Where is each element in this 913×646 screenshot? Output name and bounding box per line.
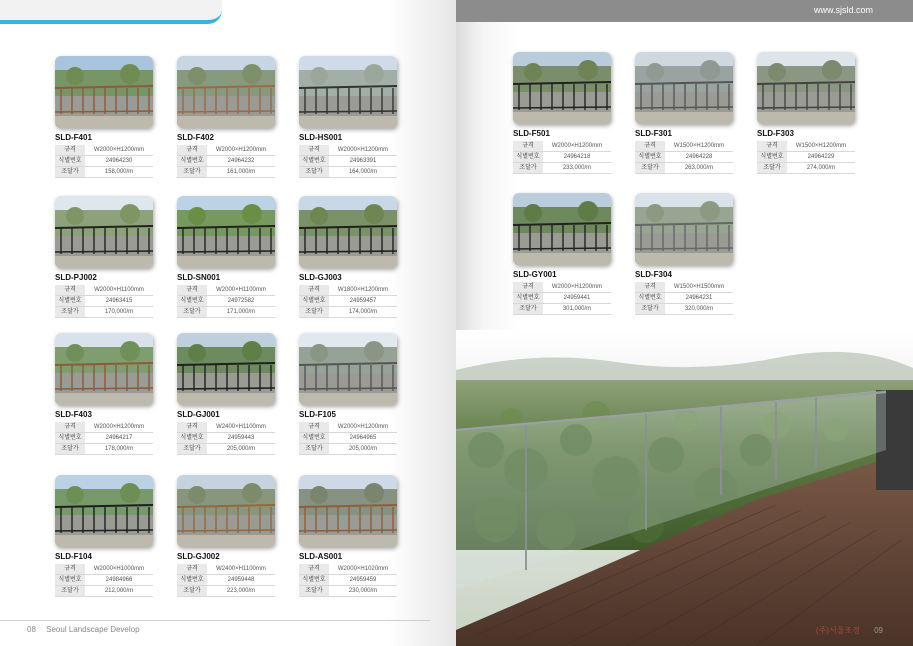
spec-row xyxy=(177,156,275,167)
spec-label: 식별번호 xyxy=(177,575,207,586)
product-card xyxy=(513,193,611,315)
product-photo xyxy=(299,333,397,405)
product-card xyxy=(55,56,153,178)
spec-label: 식별번호 xyxy=(513,293,543,304)
product-code: SLD-GY001 xyxy=(513,270,557,279)
spec-label: 조달가 xyxy=(55,167,85,178)
spec-value: W2000×H1000mm xyxy=(85,564,153,575)
product-code: SLD-F403 xyxy=(55,410,92,419)
product-code: SLD-GJ002 xyxy=(177,552,220,561)
spec-value: 170,000/m xyxy=(85,307,153,318)
spec-value: 164,000/m xyxy=(329,167,397,178)
product-card xyxy=(55,196,153,318)
spec-row xyxy=(635,304,733,315)
product-code: SLD-GJ001 xyxy=(177,410,220,419)
spec-row xyxy=(177,145,275,156)
spec-label: 규격 xyxy=(513,141,543,152)
spec-row xyxy=(299,433,397,444)
spec-label: 조달가 xyxy=(635,163,665,174)
spec-row xyxy=(513,304,611,315)
spec-row xyxy=(513,152,611,163)
spec-value: 263,000/m xyxy=(665,163,733,174)
spec-table xyxy=(513,141,611,174)
product-code: SLD-PJ002 xyxy=(55,273,97,282)
left-footer-text: Seoul Landscape Develop xyxy=(46,625,140,634)
spec-value: 24964218 xyxy=(543,152,611,163)
product-card xyxy=(55,475,153,597)
spec-row xyxy=(177,586,275,597)
spec-value: 212,000/m xyxy=(85,586,153,597)
spec-value: 24972582 xyxy=(207,296,275,307)
product-card xyxy=(177,333,275,455)
spec-label: 조달가 xyxy=(299,586,329,597)
spec-row xyxy=(177,564,275,575)
spec-label: 식별번호 xyxy=(299,156,329,167)
spec-label: 조달가 xyxy=(55,586,85,597)
spec-label: 식별번호 xyxy=(299,433,329,444)
spec-row xyxy=(55,307,153,318)
spec-label: 규격 xyxy=(55,422,85,433)
spec-row xyxy=(299,444,397,455)
spec-row xyxy=(177,422,275,433)
spec-label: 조달가 xyxy=(55,307,85,318)
spec-label: 식별번호 xyxy=(635,152,665,163)
spec-row xyxy=(177,575,275,586)
spec-value: 223,000/m xyxy=(207,586,275,597)
product-code: SLD-F104 xyxy=(55,552,92,561)
product-photo xyxy=(177,475,275,547)
spec-row xyxy=(177,307,275,318)
spec-label: 규격 xyxy=(299,285,329,296)
product-code: SLD-AS001 xyxy=(299,552,343,561)
product-photo xyxy=(299,196,397,268)
spec-row xyxy=(513,163,611,174)
spec-row xyxy=(757,163,855,174)
spec-value: W2000×H1200mm xyxy=(329,422,397,433)
header-tab xyxy=(0,0,222,24)
product-code: SLD-F303 xyxy=(757,129,794,138)
spec-label: 조달가 xyxy=(55,444,85,455)
spec-table xyxy=(177,145,275,178)
spec-label: 조달가 xyxy=(299,307,329,318)
product-code: SLD-F402 xyxy=(177,133,214,142)
spec-row xyxy=(299,586,397,597)
spec-label: 식별번호 xyxy=(635,293,665,304)
spec-value: 24964229 xyxy=(787,152,855,163)
spec-row xyxy=(299,167,397,178)
spec-value: 161,000/m xyxy=(207,167,275,178)
spec-row xyxy=(177,296,275,307)
spec-row xyxy=(635,141,733,152)
spec-value: 24964965 xyxy=(329,433,397,444)
spec-table xyxy=(299,422,397,455)
spec-value: W2000×H1100mm xyxy=(85,285,153,296)
spec-value: W2000×H1200mm xyxy=(207,145,275,156)
spec-row xyxy=(299,145,397,156)
spec-label: 규격 xyxy=(299,422,329,433)
product-photo xyxy=(55,475,153,547)
product-card xyxy=(299,475,397,597)
right-page-number: 09 xyxy=(874,626,883,635)
spec-value: W2000×H1100mm xyxy=(207,285,275,296)
spec-label: 식별번호 xyxy=(177,156,207,167)
spec-row xyxy=(513,141,611,152)
spec-label: 식별번호 xyxy=(177,296,207,307)
spec-value: 24963391 xyxy=(329,156,397,167)
product-card xyxy=(177,56,275,178)
left-footer xyxy=(27,625,140,634)
spec-label: 식별번호 xyxy=(513,152,543,163)
product-card xyxy=(177,475,275,597)
product-code: SLD-F401 xyxy=(55,133,92,142)
spec-value: 24959459 xyxy=(329,575,397,586)
spec-value: 24963415 xyxy=(85,296,153,307)
spec-row xyxy=(757,141,855,152)
spec-label: 규격 xyxy=(55,564,85,575)
website-url: www.sjsld.com xyxy=(813,5,873,15)
spec-row xyxy=(55,433,153,444)
spec-label: 식별번호 xyxy=(55,433,85,444)
spec-row xyxy=(299,575,397,586)
spec-table xyxy=(177,422,275,455)
spec-label: 조달가 xyxy=(513,304,543,315)
spec-label: 규격 xyxy=(299,564,329,575)
product-code: SLD-F304 xyxy=(635,270,672,279)
product-photo xyxy=(55,56,153,128)
spec-row xyxy=(55,145,153,156)
spec-value: 230,000/m xyxy=(329,586,397,597)
spec-row xyxy=(299,296,397,307)
product-code: SLD-SN001 xyxy=(177,273,221,282)
product-code: SLD-GJ003 xyxy=(299,273,342,282)
spec-row xyxy=(55,156,153,167)
spec-label: 규격 xyxy=(299,145,329,156)
spec-label: 조달가 xyxy=(177,307,207,318)
product-photo xyxy=(757,52,855,124)
spec-value: W2400×H1100mm xyxy=(207,422,275,433)
product-photo xyxy=(299,475,397,547)
spec-label: 조달가 xyxy=(635,304,665,315)
product-photo xyxy=(635,193,733,265)
spec-label: 규격 xyxy=(177,564,207,575)
spec-value: 24964228 xyxy=(665,152,733,163)
spec-table xyxy=(513,282,611,315)
product-card xyxy=(757,52,855,174)
product-photo xyxy=(55,196,153,268)
spec-label: 조달가 xyxy=(177,586,207,597)
spec-table xyxy=(635,282,733,315)
spec-value: 24959448 xyxy=(207,575,275,586)
spec-value: 24964217 xyxy=(85,433,153,444)
product-photo xyxy=(55,333,153,405)
spec-label: 규격 xyxy=(177,422,207,433)
spec-value: 174,000/m xyxy=(329,307,397,318)
spec-label: 식별번호 xyxy=(299,575,329,586)
right-footer xyxy=(816,625,883,636)
spec-value: 24964232 xyxy=(207,156,275,167)
spec-row xyxy=(177,433,275,444)
spec-value: 233,000/m xyxy=(543,163,611,174)
spec-row xyxy=(177,444,275,455)
spec-row xyxy=(299,156,397,167)
product-card xyxy=(513,52,611,174)
spec-table xyxy=(177,564,275,597)
spec-row xyxy=(55,575,153,586)
footer-divider xyxy=(0,620,430,621)
spec-table xyxy=(299,285,397,318)
spec-label: 조달가 xyxy=(177,444,207,455)
spec-value: W2000×H1200mm xyxy=(543,282,611,293)
spec-value: 24964230 xyxy=(85,156,153,167)
spec-label: 규격 xyxy=(55,285,85,296)
spec-value: W2000×H1020mm xyxy=(329,564,397,575)
spec-value: 24984966 xyxy=(85,575,153,586)
spec-table xyxy=(299,564,397,597)
spec-value: W2000×H1200mm xyxy=(85,145,153,156)
spec-table xyxy=(757,141,855,174)
spec-value: 205,000/m xyxy=(329,444,397,455)
product-card xyxy=(177,196,275,318)
spec-label: 규격 xyxy=(55,145,85,156)
product-code: SLD-F105 xyxy=(299,410,336,419)
spec-table xyxy=(55,145,153,178)
spec-label: 규격 xyxy=(635,282,665,293)
spec-label: 식별번호 xyxy=(55,296,85,307)
spec-value: W2000×H1200mm xyxy=(329,145,397,156)
spec-table xyxy=(299,145,397,178)
spec-table xyxy=(177,285,275,318)
spec-row xyxy=(299,285,397,296)
spec-value: 274,000/m xyxy=(787,163,855,174)
spec-value: W2400×H1100mm xyxy=(207,564,275,575)
spec-label: 규격 xyxy=(513,282,543,293)
spec-value: 24964231 xyxy=(665,293,733,304)
product-card xyxy=(635,193,733,315)
spec-label: 조달가 xyxy=(513,163,543,174)
spec-value: 178,000/m xyxy=(85,444,153,455)
spec-label: 식별번호 xyxy=(757,152,787,163)
spec-row xyxy=(635,282,733,293)
product-card xyxy=(635,52,733,174)
spec-row xyxy=(635,152,733,163)
spec-value: W1500×H1500mm xyxy=(665,282,733,293)
left-page-number: 08 xyxy=(27,625,36,634)
spec-row xyxy=(299,307,397,318)
product-code: SLD-F301 xyxy=(635,129,672,138)
spec-label: 조달가 xyxy=(757,163,787,174)
spec-label: 식별번호 xyxy=(55,575,85,586)
spec-value: 171,000/m xyxy=(207,307,275,318)
spec-label: 규격 xyxy=(177,145,207,156)
product-photo xyxy=(513,52,611,124)
right-page xyxy=(456,0,913,646)
spec-value: 24959441 xyxy=(543,293,611,304)
product-photo xyxy=(635,52,733,124)
spec-value: W1500×H1200mm xyxy=(787,141,855,152)
product-code: SLD-F501 xyxy=(513,129,550,138)
spec-value: W1800×H1200mm xyxy=(329,285,397,296)
spec-label: 조달가 xyxy=(299,444,329,455)
spec-row xyxy=(55,586,153,597)
landscape-photo xyxy=(456,330,913,646)
spec-label: 식별번호 xyxy=(299,296,329,307)
spec-value: 301,000/m xyxy=(543,304,611,315)
spec-value: 205,000/m xyxy=(207,444,275,455)
spec-value: W2000×H1200mm xyxy=(543,141,611,152)
product-card xyxy=(299,333,397,455)
spec-label: 규격 xyxy=(177,285,207,296)
product-photo xyxy=(177,56,275,128)
product-card xyxy=(299,56,397,178)
spec-value: 158,000/m xyxy=(85,167,153,178)
spec-value: 24959457 xyxy=(329,296,397,307)
spec-value: W2000×H1200mm xyxy=(85,422,153,433)
spec-label: 규격 xyxy=(757,141,787,152)
spec-label: 조달가 xyxy=(177,167,207,178)
spec-row xyxy=(299,564,397,575)
product-photo xyxy=(177,333,275,405)
spec-row xyxy=(177,285,275,296)
spec-label: 규격 xyxy=(635,141,665,152)
spec-row xyxy=(513,293,611,304)
product-card xyxy=(55,333,153,455)
spec-row xyxy=(299,422,397,433)
product-card xyxy=(299,196,397,318)
spec-row xyxy=(55,167,153,178)
spec-value: W1500×H1200mm xyxy=(665,141,733,152)
spec-value: 320,000/m xyxy=(665,304,733,315)
spec-label: 조달가 xyxy=(299,167,329,178)
product-code: SLD-HS001 xyxy=(299,133,343,142)
spec-row xyxy=(55,564,153,575)
spec-table xyxy=(55,285,153,318)
spec-row xyxy=(635,163,733,174)
spec-row xyxy=(635,293,733,304)
spec-row xyxy=(55,422,153,433)
spec-row xyxy=(55,296,153,307)
spec-row xyxy=(513,282,611,293)
right-footer-text: (주)서울조경 xyxy=(815,626,860,635)
product-photo xyxy=(513,193,611,265)
spec-row xyxy=(757,152,855,163)
right-header-bar xyxy=(456,0,913,22)
spec-value: 24959443 xyxy=(207,433,275,444)
spec-table xyxy=(55,564,153,597)
left-page xyxy=(0,0,456,646)
spec-label: 식별번호 xyxy=(177,433,207,444)
product-photo xyxy=(177,196,275,268)
spec-row xyxy=(55,444,153,455)
spec-table xyxy=(635,141,733,174)
spec-label: 식별번호 xyxy=(55,156,85,167)
spec-row xyxy=(55,285,153,296)
spec-table xyxy=(55,422,153,455)
spec-row xyxy=(177,167,275,178)
product-photo xyxy=(299,56,397,128)
